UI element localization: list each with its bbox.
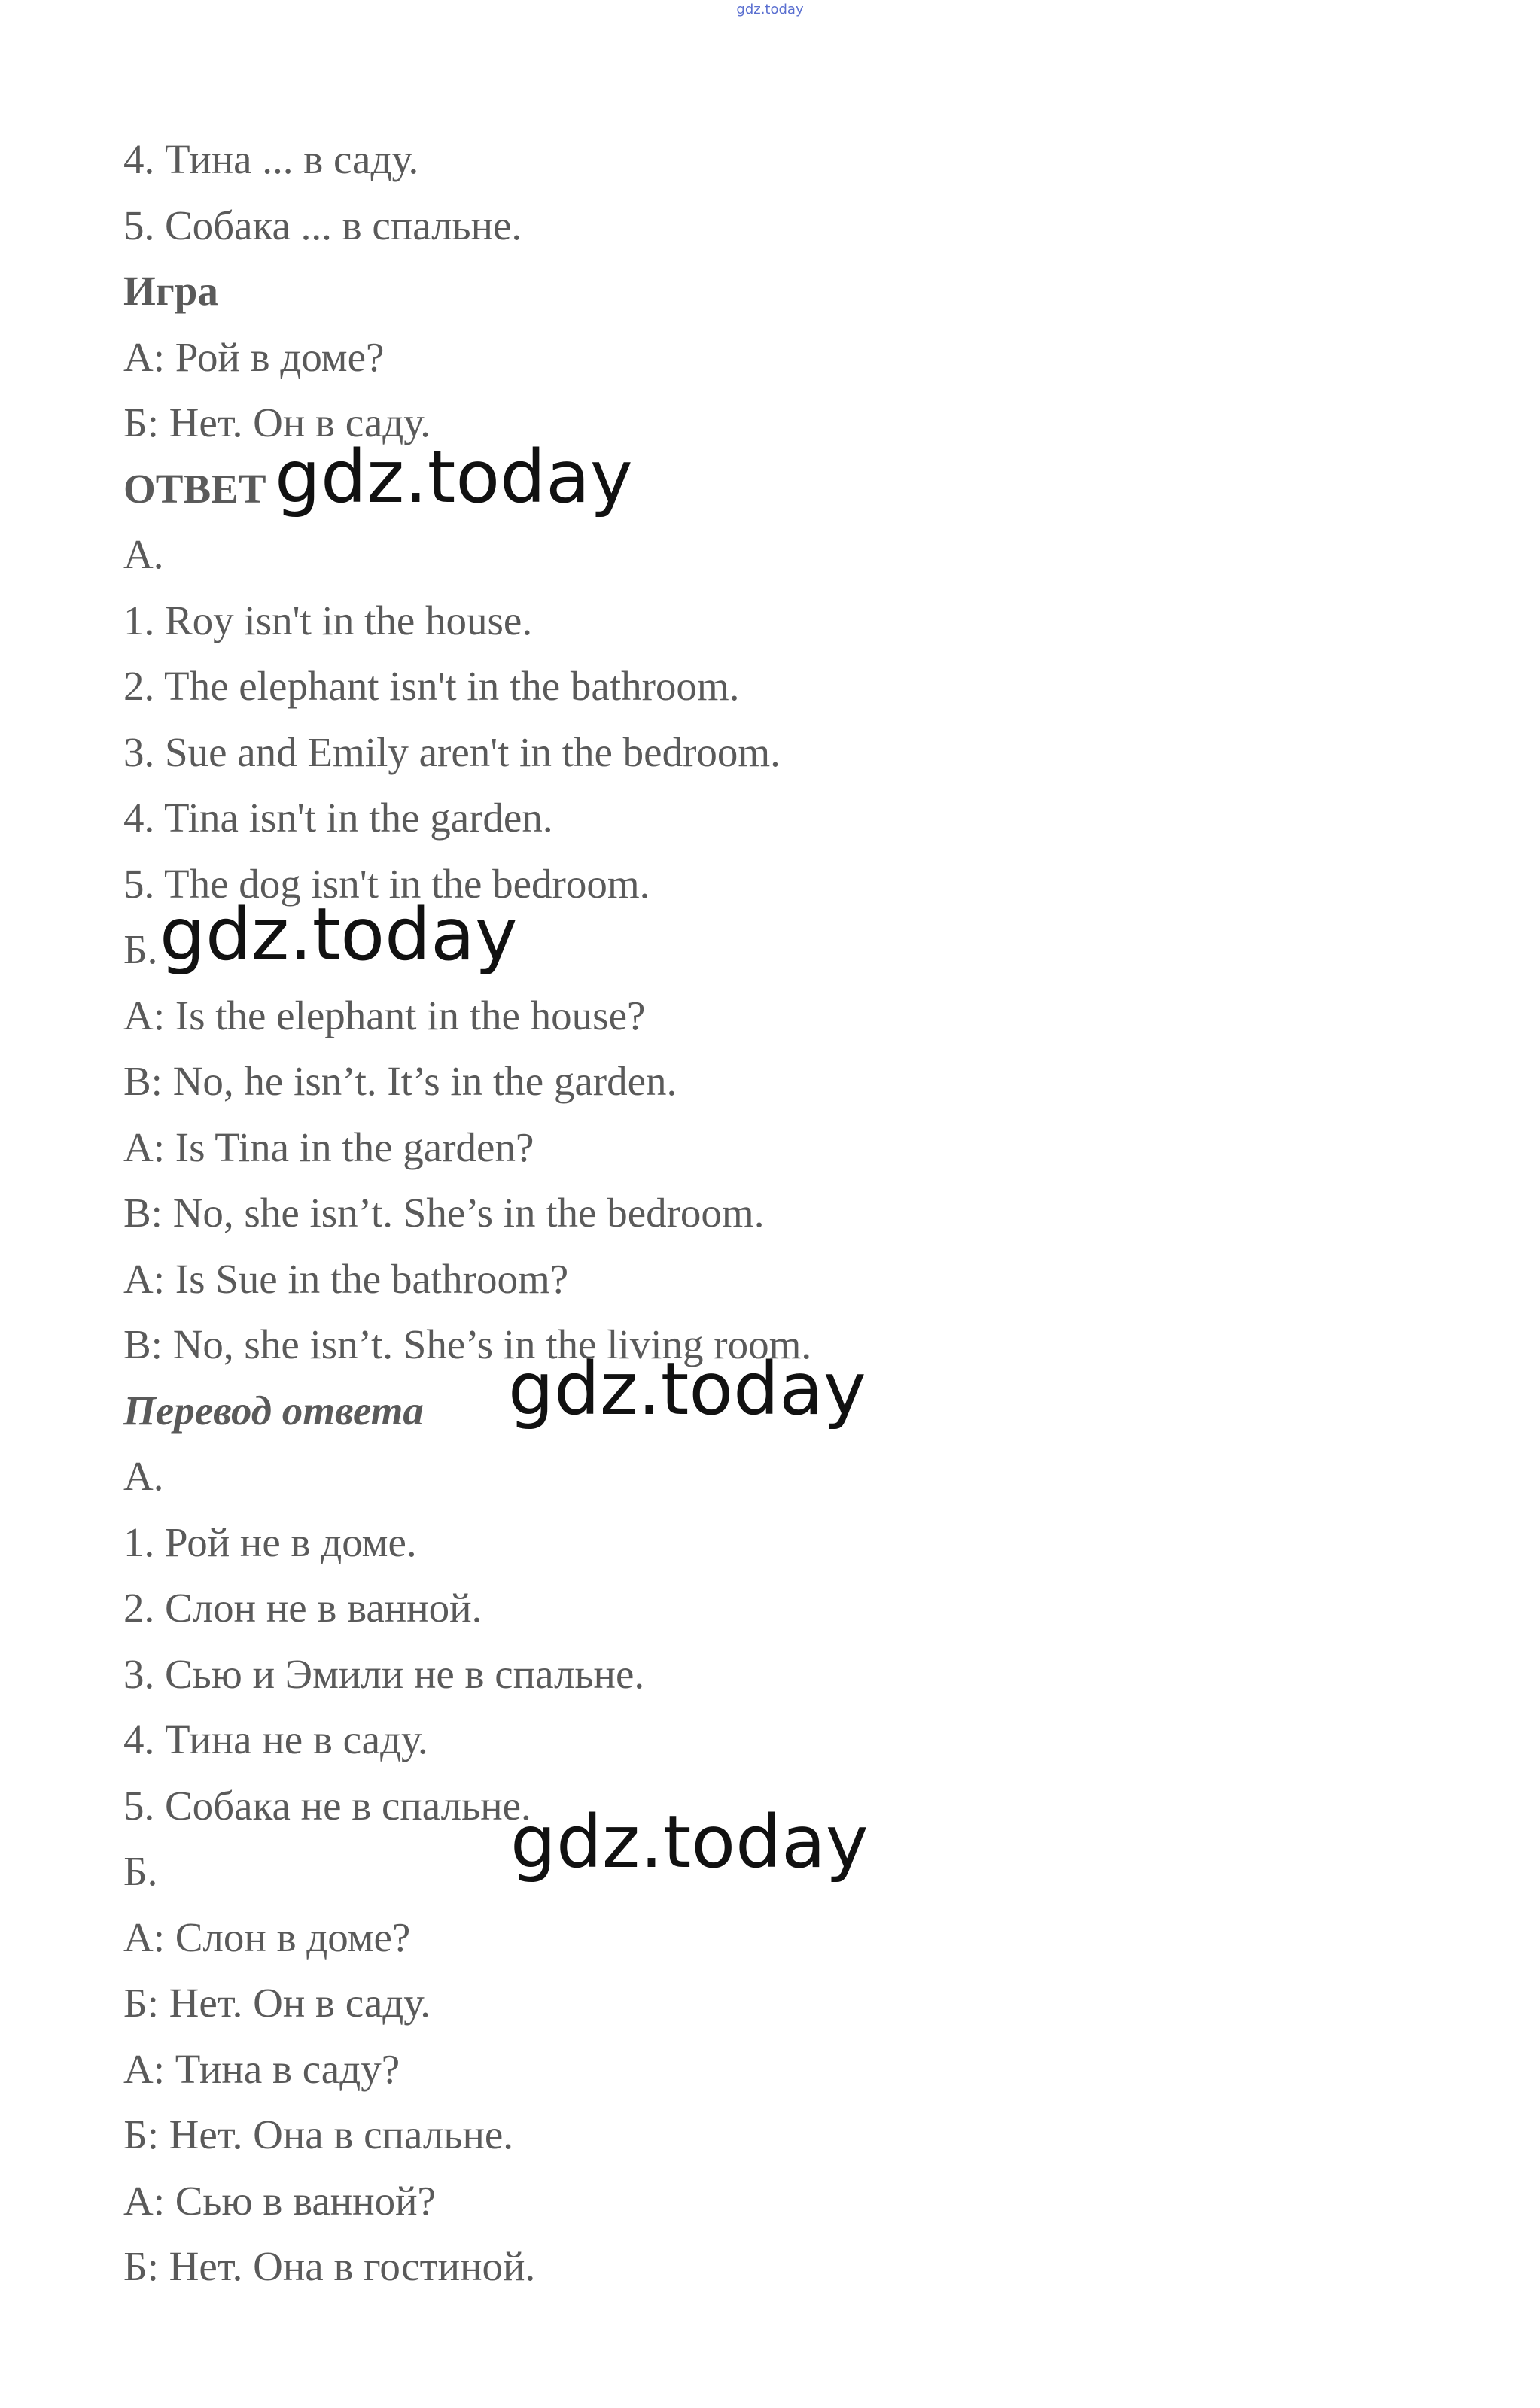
text-line: Б: Нет. Он в саду. xyxy=(123,400,431,445)
text-line: Б. xyxy=(123,926,158,972)
watermark-3: gdz.today xyxy=(508,1347,866,1431)
text-line: 3. Сью и Эмили не в спальне. xyxy=(123,1650,645,1697)
text-line: 1. Рой не в доме. xyxy=(123,1519,417,1565)
watermark-1: gdz.today xyxy=(275,435,633,519)
text-line: A: Is the elephant in the house? xyxy=(123,992,646,1038)
text-line: ОТВЕТ xyxy=(123,465,266,512)
text-line: А: Тина в саду? xyxy=(123,2045,400,2092)
text-line: А: Рой в доме? xyxy=(123,333,385,380)
text-line: Игра xyxy=(123,268,218,314)
text-line: А: Слон в доме? xyxy=(123,1914,411,1960)
watermark-2: gdz.today xyxy=(160,892,518,977)
text-line: 4. Тина не в саду. xyxy=(123,1716,428,1762)
text-line: Б: Нет. Он в саду. xyxy=(123,1980,431,2026)
text-line: B: No, she isn’t. She’s in the bedroom. xyxy=(123,1190,765,1236)
text-line: 5. Собака не в спальне. xyxy=(123,1782,531,1829)
text-line: B: No, he isn’t. It’s in the garden. xyxy=(123,1058,677,1104)
text-line: 2. Слон не в ванной. xyxy=(123,1585,482,1631)
text-line: A: Is Tina in the garden? xyxy=(123,1123,534,1170)
text-line: Перевод ответа xyxy=(123,1387,424,1434)
text-line: Б: Нет. Она в гостиной. xyxy=(123,2243,536,2289)
text-line: 4. Тина ... в саду. xyxy=(123,136,419,182)
text-line: A. xyxy=(123,531,164,577)
text-line: A: Is Sue in the bathroom? xyxy=(123,1255,569,1302)
text-line: А. xyxy=(123,1453,164,1499)
text-line: 4. Tina isn't in the garden. xyxy=(123,795,553,841)
text-line: 3. Sue and Emily aren't in the bedroom. xyxy=(123,728,781,775)
watermark-4: gdz.today xyxy=(510,1800,869,1884)
text-line: 5. The dog isn't in the bedroom. xyxy=(123,860,650,907)
top-watermark: gdz.today xyxy=(736,2,804,17)
text-line: 2. The elephant isn't in the bathroom. xyxy=(123,663,740,709)
text-line: B: No, she isn’t. She’s in the living room. xyxy=(123,1321,812,1367)
text-line: Б: Нет. Она в спальне. xyxy=(123,2112,514,2157)
text-line: А: Сью в ванной? xyxy=(123,2177,436,2224)
text-line: 1. Roy isn't in the house. xyxy=(123,597,533,643)
text-line: Б. xyxy=(123,1848,158,1894)
text-line: 5. Собака ... в спальне. xyxy=(123,202,522,248)
